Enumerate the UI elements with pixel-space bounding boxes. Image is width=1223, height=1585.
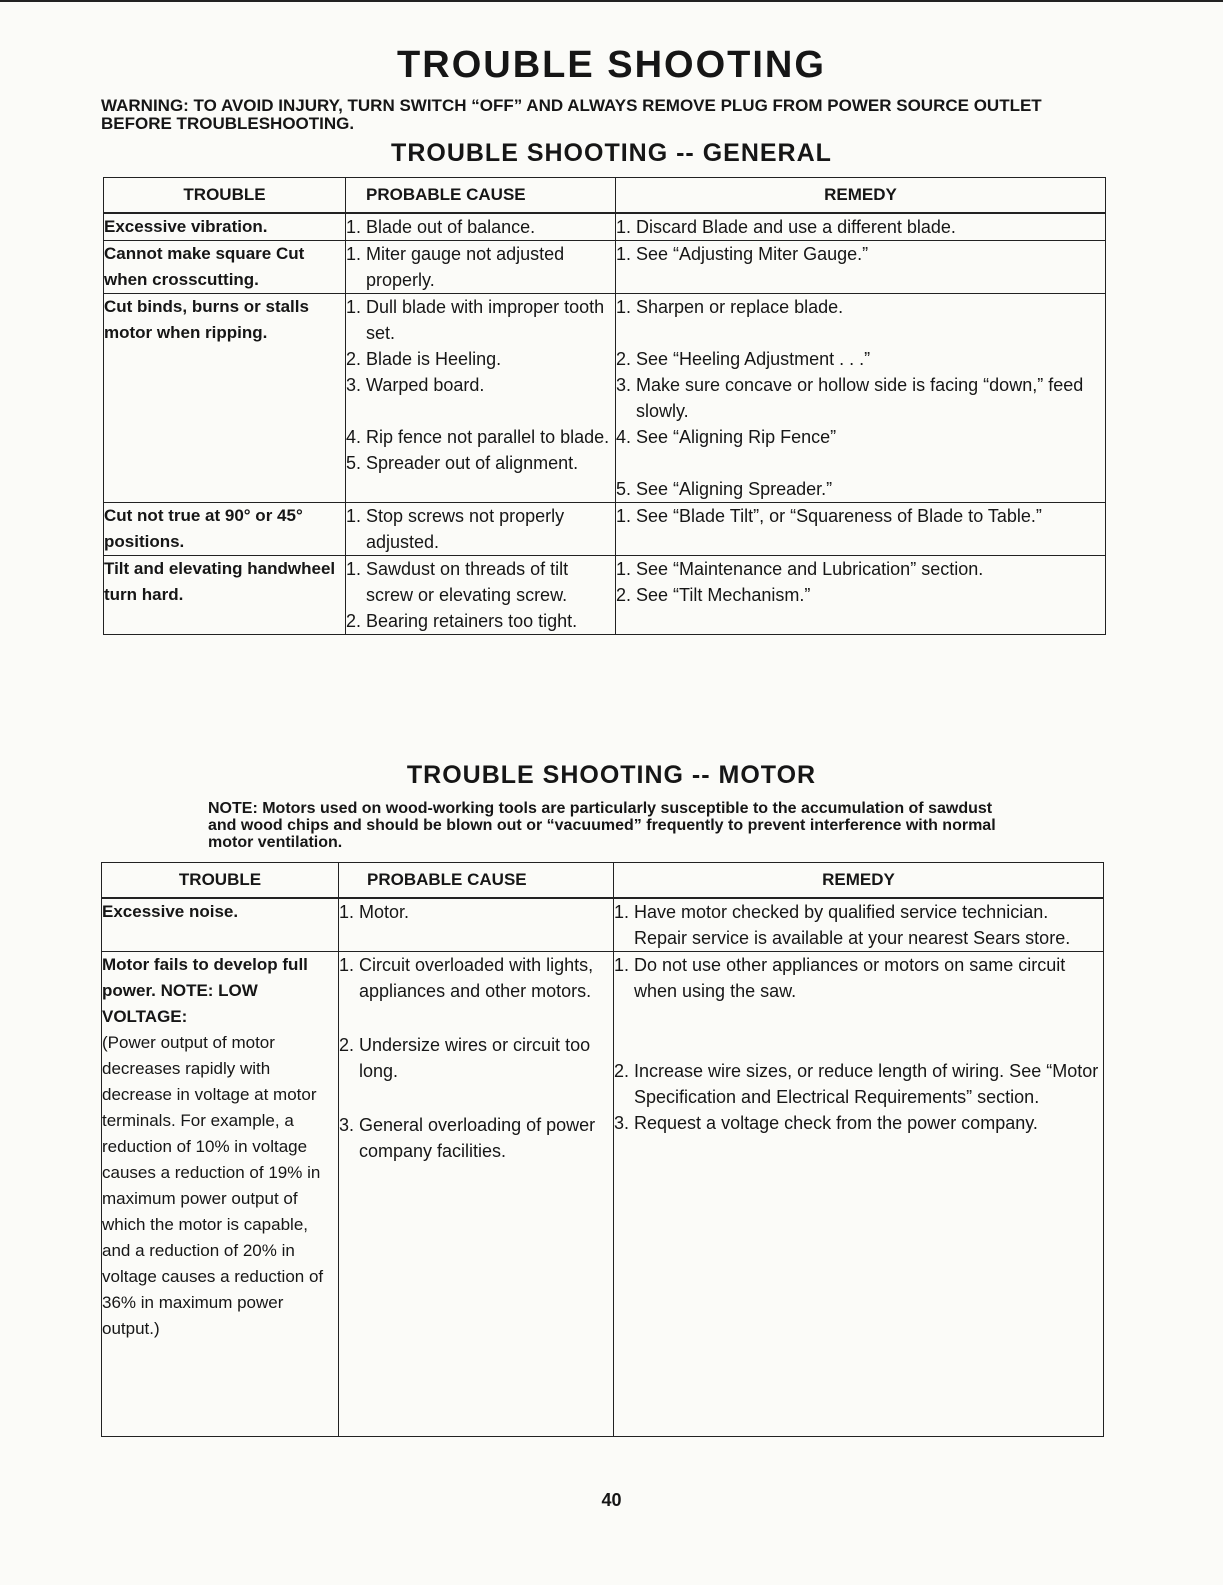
cause-cell (346, 213, 616, 241)
table-row (104, 241, 1106, 294)
trouble-cell: Tilt and elevating handwheel turn hard. (104, 556, 346, 635)
cause-cell (346, 503, 616, 556)
remedy-item: 2. See “Heeling Adjustment . . .” (616, 349, 871, 369)
page-title: TROUBLE SHOOTING (397, 44, 826, 86)
remedy-item: 1. See “Adjusting Miter Gauge.” (616, 244, 869, 264)
warning-text: WARNING: TO AVOID INJURY, TURN SWITCH “OFF” AND ALWAYS REMOVE PLUG FROM POWER SOURCE OUTLET BEFORE TROUBLESHOOTING. (101, 96, 1042, 133)
trouble-heading: Motor fails to develop full power. NOTE: LOW VOLTAGE: (102, 955, 308, 1026)
cause-cell (346, 556, 616, 635)
remedy-item: 5. See “Aligning Spreader.” (616, 479, 833, 499)
cause-item: 2. Blade is Heeling. (346, 349, 502, 369)
remedy-item: 2. See “Tilt Mechanism.” (616, 585, 811, 605)
remedy-cell (616, 294, 1106, 503)
remedy-cell (614, 898, 1104, 952)
page-number: 40 (601, 1490, 622, 1510)
motor-header-remedy: REMEDY (614, 863, 1104, 899)
motor-trouble-table (101, 862, 1104, 1437)
cause-item: 1. Circuit overloaded with lights, appliances and other motors. (339, 955, 594, 1001)
table-row (104, 556, 1106, 635)
cause-item: 1. Dull blade with improper tooth set. (346, 297, 605, 343)
motor-header-row (102, 863, 1104, 899)
cause-item: 1. Motor. (339, 902, 410, 922)
motor-note: NOTE: Motors used on wood-working tools are particularly susceptible to the accumulation of sawdust and wood chips and should be blown out or “vacuumed” frequently to prevent interference with normal motor ventilation. (208, 800, 996, 851)
cause-item: 1. Sawdust on threads of tilt screw or elevating screw. (346, 559, 569, 605)
remedy-item: 1. Have motor checked by qualified service technician. Repair service is available at your nearest Sears store. (614, 902, 1071, 948)
cause-item: 1. Miter gauge not adjusted properly. (346, 244, 565, 290)
cause-item: 2. Bearing retainers too tight. (346, 611, 578, 631)
cause-item: 3. General overloading of power company facilities. (339, 1115, 596, 1161)
motor-section-title: TROUBLE SHOOTING -- MOTOR (406, 761, 817, 789)
motor-header-cause: PROBABLE CAUSE (339, 863, 614, 899)
cause-item: 4. Rip fence not parallel to blade. (346, 427, 610, 447)
remedy-item: 1. Discard Blade and use a different blade. (616, 217, 956, 237)
trouble-cell: Cut not true at 90° or 45° positions. (104, 503, 346, 556)
trouble-cell: Cut binds, burns or stalls motor when ripping. (104, 294, 346, 503)
table-row (102, 898, 1104, 952)
remedy-item: 4. See “Aligning Rip Fence” (616, 427, 837, 447)
top-border-rule (0, 0, 1223, 2)
general-header-remedy: REMEDY (616, 178, 1106, 214)
cause-item: 1. Blade out of balance. (346, 217, 536, 237)
general-header-row (104, 178, 1106, 214)
cause-item: 5. Spreader out of alignment. (346, 453, 579, 473)
remedy-item: 1. See “Blade Tilt”, or “Squareness of Blade to Table.” (616, 506, 1042, 526)
trouble-cell (102, 952, 339, 1437)
table-row (104, 294, 1106, 503)
cause-cell (346, 294, 616, 503)
cause-cell (339, 952, 614, 1437)
table-row (104, 213, 1106, 241)
trouble-cell: Excessive noise. (102, 898, 339, 952)
motor-header-trouble: TROUBLE (102, 863, 339, 899)
table-row (104, 503, 1106, 556)
cause-item: 3. Warped board. (346, 375, 485, 395)
cause-item: 2. Undersize wires or circuit too long. (339, 1035, 591, 1081)
remedy-item: 3. Request a voltage check from the power company. (614, 1113, 1038, 1133)
trouble-cell: Cannot make square Cut when crosscutting. (104, 241, 346, 294)
general-trouble-table (103, 177, 1106, 635)
general-header-trouble: TROUBLE (104, 178, 346, 214)
remedy-item: 3. Make sure concave or hollow side is facing “down,” feed slowly. (616, 375, 1084, 421)
remedy-cell (616, 503, 1106, 556)
cause-cell (339, 898, 614, 952)
general-header-cause: PROBABLE CAUSE (346, 178, 616, 214)
remedy-item: 1. Sharpen or replace blade. (616, 297, 844, 317)
remedy-cell (616, 241, 1106, 294)
remedy-cell (614, 952, 1104, 1437)
remedy-item: 2. Increase wire sizes, or reduce length of wiring. See “Motor Specification and Electrical Requirements” section. (614, 1061, 1099, 1107)
cause-item: 1. Stop screws not properly adjusted. (346, 506, 565, 552)
cause-cell (346, 241, 616, 294)
remedy-cell (616, 213, 1106, 241)
remedy-item: 1. See “Maintenance and Lubrication” section. (616, 559, 984, 579)
remedy-cell (616, 556, 1106, 635)
general-section-title: TROUBLE SHOOTING -- GENERAL (391, 139, 832, 167)
trouble-detail: (Power output of motor decreases rapidly with decrease in voltage at motor terminals. For example, a reduction of 10% in voltage causes a reduction of 19% in maximum power output of which the motor is capable, and a reduction of 20% in voltage causes a reduction of 36% in maximum power output.) (102, 1033, 324, 1338)
table-row (102, 952, 1104, 1437)
trouble-cell: Excessive vibration. (104, 213, 346, 241)
remedy-item: 1. Do not use other appliances or motors on same circuit when using the saw. (614, 955, 1066, 1001)
